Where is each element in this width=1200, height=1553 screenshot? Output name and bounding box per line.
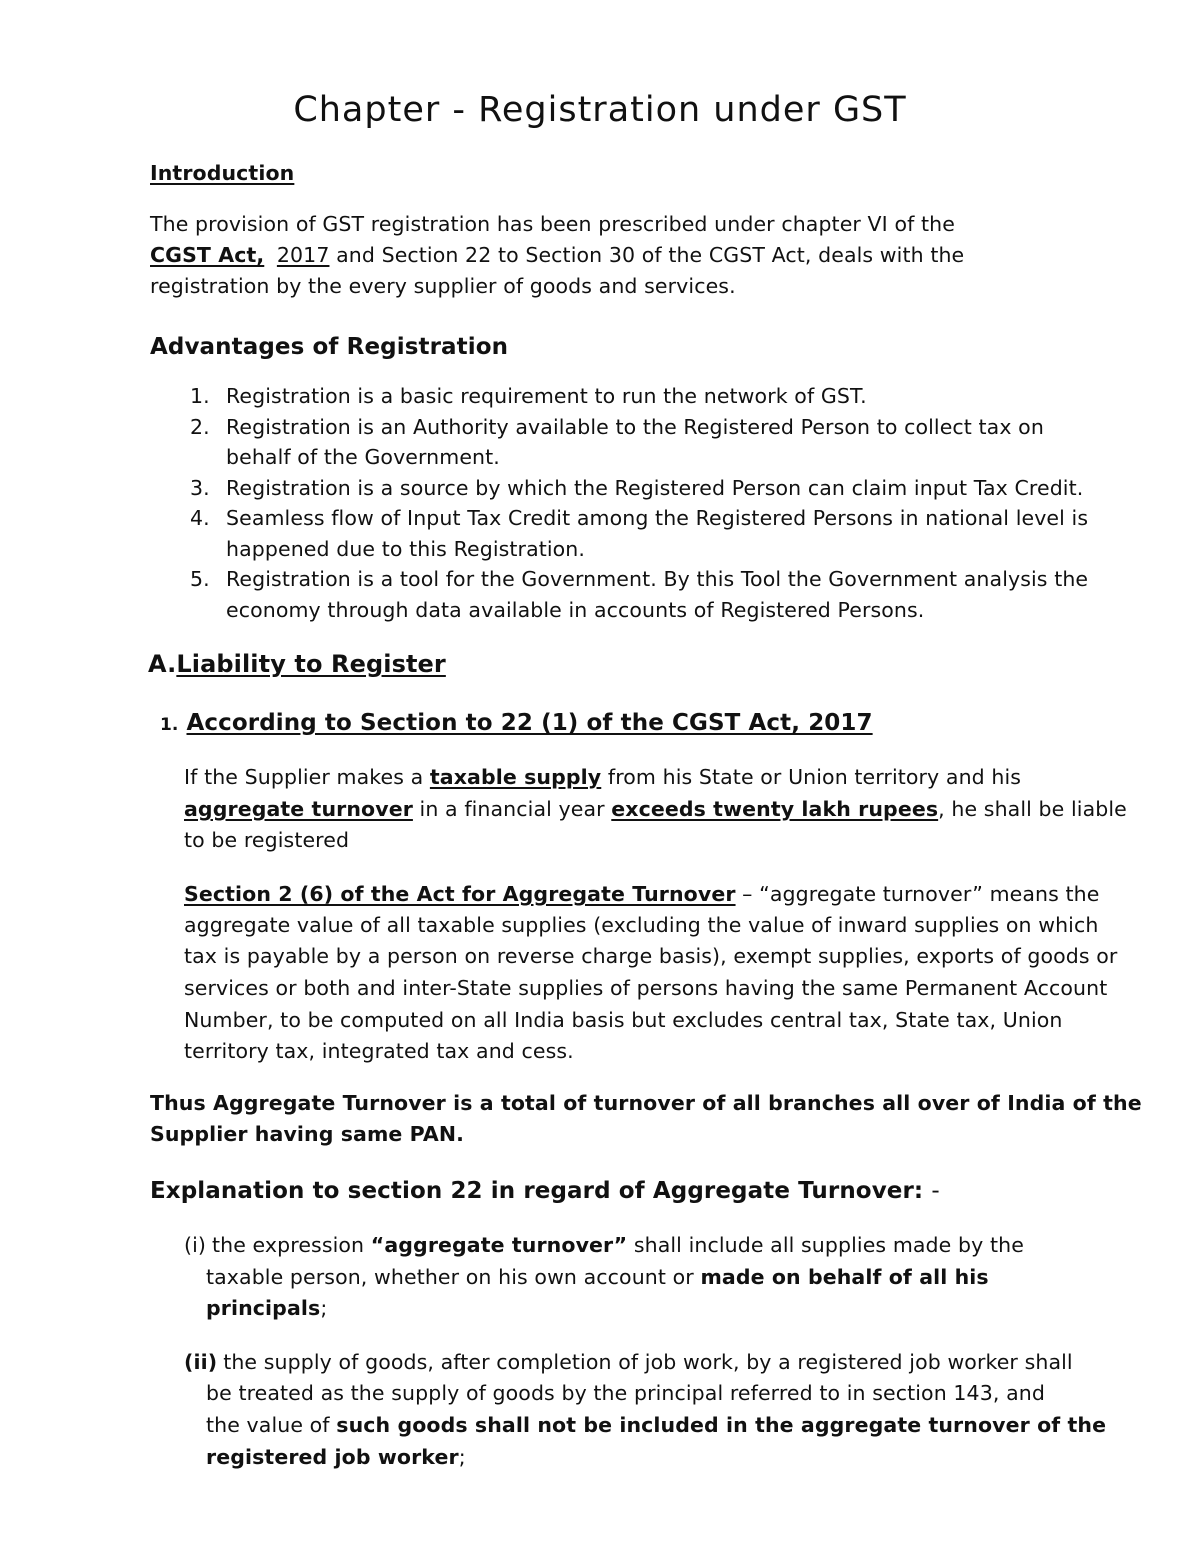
paragraph-line: territory tax, integrated tax and cess. [184, 1039, 574, 1063]
advantages-heading: Advantages of Registration [150, 334, 509, 360]
paragraph-line: services or both and inter-State supplies of persons having the same Permanent Account [184, 976, 1108, 1000]
explanation-item: (i) the expression “aggregate turnover” shall include all supplies made by the [184, 1233, 1024, 1257]
intro-heading: Introduction [150, 161, 295, 185]
cgst-act-link: CGST Act, [150, 243, 265, 267]
explanation-heading: Explanation to section 22 in regard of Aggregate Turnover: - [150, 1178, 940, 1204]
explanation-item: (ii) the supply of goods, after completion of job work, by a registered job worker shall [184, 1350, 1073, 1374]
paragraph-line: Section 2 (6) of the Act for Aggregate Turnover – “aggregate turnover” means the [184, 882, 1100, 906]
summary-line: Thus Aggregate Turnover is a total of turnover of all branches all over of India of the [150, 1091, 1142, 1115]
paragraph-line: aggregate value of all taxable supplies (excluding the value of inward supplies on which [184, 913, 1099, 937]
intro-line: registration by the every supplier of goods and services. [150, 274, 736, 298]
threshold-term: exceeds twenty lakh rupees [611, 797, 939, 821]
cgst-act-year: 2017 [276, 243, 330, 267]
list-item: 4. Seamless flow of Input Tax Credit among the Registered Persons in national level is [190, 506, 1089, 530]
intro-line [150, 242, 964, 268]
subsection-heading [160, 710, 873, 738]
section-2-6-reference: Section 2 (6) of the Act for Aggregate Turnover [184, 882, 736, 906]
list-item: 5. Registration is a tool for the Government. By this Tool the Government analysis the [190, 567, 1089, 591]
explanation-line: principals; [206, 1296, 328, 1320]
list-item: 2. Registration is an Authority available to the Registered Person to collect tax on [190, 415, 1044, 439]
liability-heading [148, 651, 446, 677]
explanation-line: be treated as the supply of goods by the principal referred to in section 143, and [206, 1381, 1045, 1405]
section-letter: A. [148, 650, 177, 678]
intro-line: The provision of GST registration has been prescribed under chapter VI of the [150, 212, 955, 236]
liability-heading-text: Liability to Register [176, 650, 446, 678]
list-item: 3. Registration is a source by which the Registered Person can claim input Tax Credit. [190, 476, 1084, 500]
paragraph-line: If the Supplier makes a taxable supply from his State or Union territory and his [184, 765, 1022, 789]
explanation-line: taxable person, whether on his own account or made on behalf of all his [206, 1265, 989, 1289]
item-label: (i) [184, 1233, 206, 1257]
explanation-line: the value of such goods shall not be included in the aggregate turnover of the [206, 1413, 1107, 1437]
paragraph-line: to be registered [184, 828, 350, 852]
paragraph-line: Number, to be computed on all India basis but excludes central tax, State tax, Union [184, 1008, 1063, 1032]
subsection-number: 1. [160, 715, 179, 735]
explanation-line: registered job worker; [206, 1445, 466, 1469]
page-title: Chapter - Registration under GST [293, 90, 907, 130]
list-item-continuation: economy through data available in accounts of Registered Persons. [226, 598, 925, 622]
list-item-continuation: behalf of the Government. [226, 445, 500, 469]
summary-line: Supplier having same PAN. [150, 1122, 465, 1146]
paragraph-line: aggregate turnover in a financial year exceeds twenty lakh rupees, he shall be liable [184, 797, 1127, 821]
list-item: 1. Registration is a basic requirement to run the network of GST. [190, 384, 867, 408]
subsection-heading-text: According to Section to 22 (1) of the CGST Act, 2017 [186, 710, 873, 736]
taxable-supply-term: taxable supply [429, 765, 602, 789]
list-item-continuation: happened due to this Registration. [226, 537, 586, 561]
paragraph-line: tax is payable by a person on reverse charge basis), exempt supplies, exports of goods or [184, 944, 1118, 968]
aggregate-turnover-term: aggregate turnover [184, 797, 413, 821]
intro-text: and Section 22 to Section 30 of the CGST Act, deals with the [336, 243, 965, 267]
item-label: (ii) [184, 1350, 218, 1374]
